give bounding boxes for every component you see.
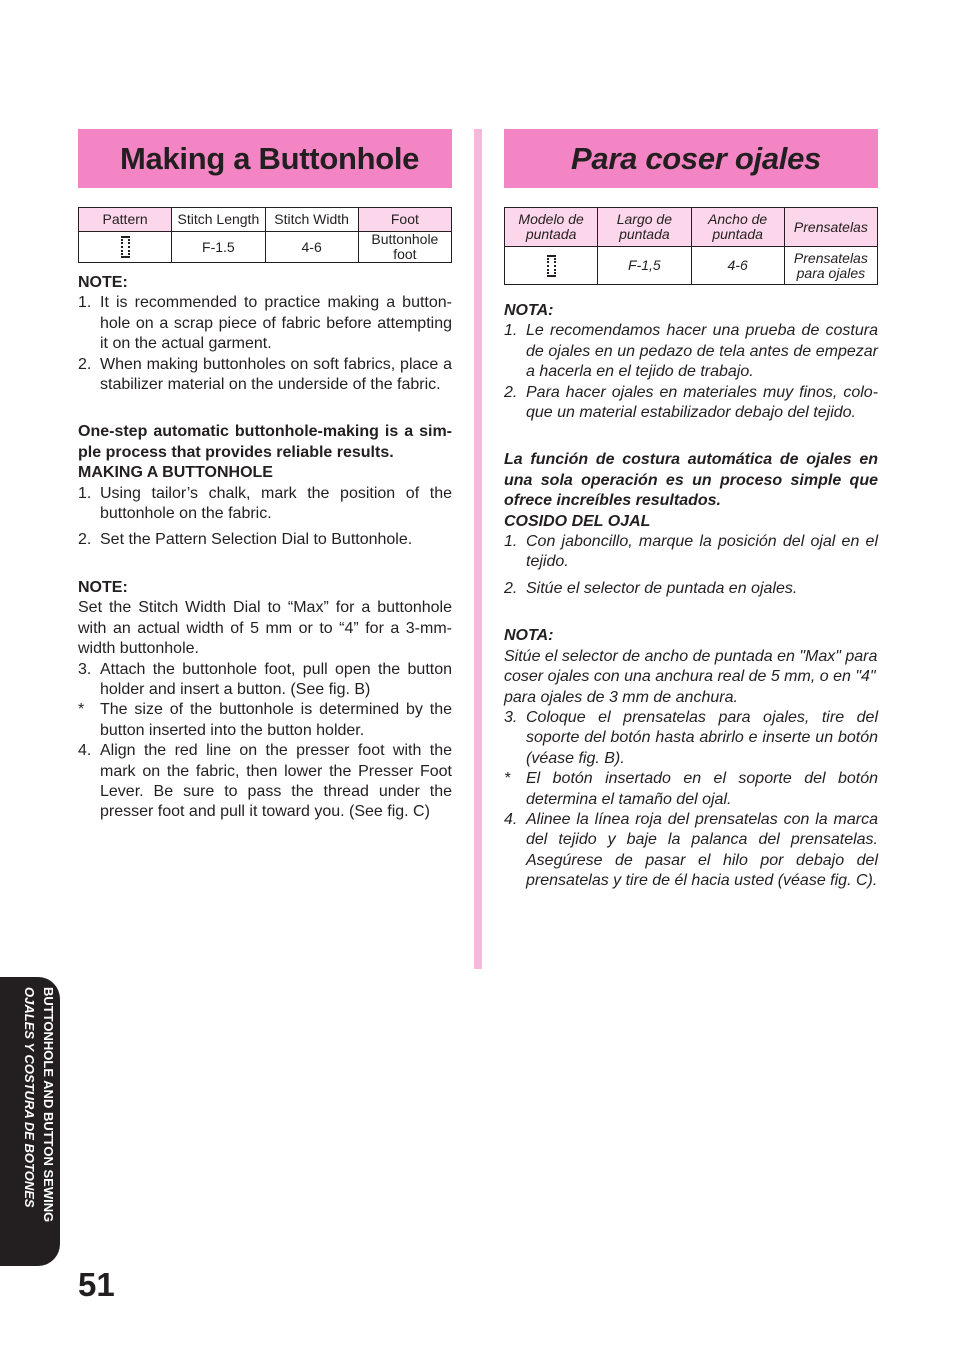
list-number: 2. [78,355,92,373]
section-heading: MAKING A BUTTONHOLE [78,464,273,482]
list-item [504,383,878,424]
table-row [79,232,452,263]
note-label: NOTA: [504,302,554,319]
table-header-foot: Prensatelas [784,208,877,247]
note-label: NOTE: [78,274,128,291]
list-item [78,530,452,550]
instructions-section [504,450,878,599]
list-item [78,484,452,525]
intro-paragraph: One-step automatic buttonhole-making is a sim-ple process that provides reliable results. [78,423,452,461]
list-item [78,700,452,741]
table-header-stitch-length: Largo de puntada [598,208,691,247]
table-header-stitch-length: Stitch Length [172,208,265,232]
stitch-settings-table-english [78,207,452,263]
list-text: Para hacer ojales en materiales muy finos, colo-que un material estabilizador debajo del tejido. [526,383,878,422]
stitch-settings-table-spanish [504,207,878,285]
list-item [504,810,878,892]
column-divider [474,129,482,969]
list-item [78,355,452,396]
table-cell-stitch-length: F-1,5 [598,247,691,285]
list-text: Sitúe el selector de puntada en ojales. [526,579,798,597]
list-item [504,708,878,769]
intro-paragraph: La función de costura automática de ojales en una sola operación es un proceso simple que ofrece increíbles resultados. [504,451,878,510]
title-bar-spanish [504,129,878,188]
table-header-row [505,208,878,247]
list-text: Alinee la línea roja del prensatelas con la marca del tejido y baje la palanca del prensatelas. Asegúrese de pasar el hilo por debajo del prensatelas y tire de él hacia usted (véase fig. C). [526,810,878,890]
list-number: 2. [504,383,518,401]
list-text: Align the red line on the presser foot with the mark on the fabric, then lower the Presser Foot Lever. Be sure to pass the thread under the presser foot and pull it toward you. (See fig. C) [100,742,452,821]
list-item [504,321,878,382]
table-cell-stitch-width: 4-6 [691,247,784,285]
english-column [78,129,452,823]
section-heading: COSIDO DEL OJAL [504,512,651,530]
list-number: 1. [78,484,92,502]
chapter-label-spanish: OJALES Y COSTURA DE BOTONES [22,987,37,1208]
list-number: 1. [504,533,518,551]
list-number: 4. [504,810,518,828]
list-item [504,769,878,810]
table-header-pattern: Modelo de puntada [505,208,598,247]
list-number: 3. [78,660,92,678]
spanish-column [504,129,878,892]
note-section-2 [504,626,878,891]
buttonhole-stitch-icon [121,236,130,258]
list-text: Set the Pattern Selection Dial to Buttonhole. [100,531,413,549]
list-text: Attach the buttonhole foot, pull open the button holder and insert a button. (See fig. B) [100,660,452,698]
chapter-label-english: BUTTONHOLE AND BUTTON SEWING [41,987,56,1223]
list-text: Using tailor’s chalk, mark the position of the buttonhole on the fabric. [100,484,452,523]
list-number: 2. [504,579,518,597]
list-text: When making buttonholes on soft fabrics, place a stabilizer material on the underside of the fabric. [100,355,452,394]
instructions-section [78,422,452,550]
table-cell-foot: Prensatelas para ojales [784,247,877,285]
note-paragraph: Set the Stitch Width Dial to “Max” for a buttonhole with an actual width of 5 mm or to “4” for a 3-mm-width buttonhole. [78,599,452,658]
list-item [504,532,878,573]
page-title-english: Making a Buttonhole [120,140,420,176]
note-section-1 [78,273,452,395]
table-header-row [79,208,452,232]
page-number: 51 [78,1266,115,1303]
table-cell-foot: Buttonhole foot [358,232,451,263]
table-header-foot: Foot [358,208,451,232]
chapter-side-label [14,987,58,1257]
list-number: 2. [78,531,92,549]
list-item [78,741,452,823]
list-text: Coloque el prensatelas para ojales, tire del soporte del botón hasta abrirlo e inserte un botón (véase fig. B). [526,708,878,767]
table-cell-pattern [505,247,598,285]
table-header-stitch-width: Stitch Width [265,208,358,232]
list-number: * [504,770,511,788]
list-item [504,579,878,599]
list-item [78,293,452,354]
buttonhole-stitch-icon [547,255,556,277]
list-number: * [78,701,85,719]
note-section-1 [504,301,878,423]
table-cell-pattern [79,232,172,263]
table-cell-stitch-length: F-1.5 [172,232,265,263]
list-number: 3. [504,708,518,726]
note-label: NOTE: [78,578,128,596]
list-text: Le recomendamos hacer una prueba de costura de ojales en un pedazo de tela antes de empezar a hacerla en el tejido de trabajo. [526,322,878,381]
list-text: It is recommended to practice making a button-hole on a scrap piece of fabric before attempting it on the actual garment. [100,294,452,353]
table-row [505,247,878,285]
list-number: 4. [78,742,92,760]
table-header-pattern: Pattern [79,208,172,232]
list-number: 1. [504,322,518,340]
list-text: El botón insertado en el soporte del botón determina el tamaño del ojal. [526,770,878,808]
table-header-stitch-width: Ancho de puntada [691,208,784,247]
list-number: 1. [78,294,92,312]
list-item [78,660,452,701]
table-cell-stitch-width: 4-6 [265,232,358,263]
note-paragraph: Sitúe el selector de ancho de puntada en "Max" para coser ojales con una anchura real de 5 mm, o en "4" para ojales de 3 mm de anchura. [504,647,878,706]
note-section-2 [78,578,452,823]
list-text: Con jaboncillo, marque la posición del ojal en el tejido. [526,533,878,571]
note-label: NOTA: [504,627,554,645]
page-title-spanish: Para coser ojales [571,140,821,176]
list-text: The size of the buttonhole is determined by the button inserted into the button holder. [100,701,452,739]
title-bar-english [78,129,452,188]
